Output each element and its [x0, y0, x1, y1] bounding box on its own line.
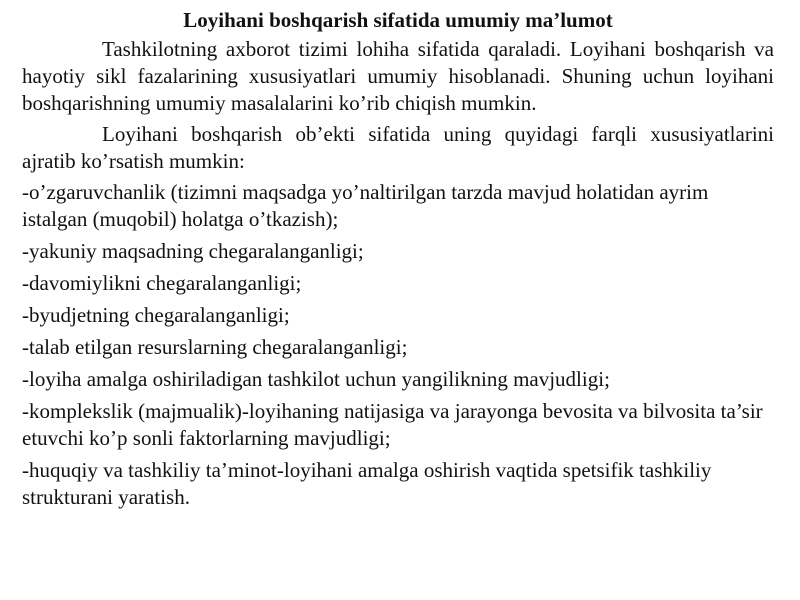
- list-item: -o’zgaruvchanlik (tizimni maqsadga yo’naltirilgan tarzda mavjud holatidan ayrim istalgan (muqobil) holatga o’tkazish);: [22, 180, 709, 231]
- list-item: -yakuniy maqsadning chegaralanganligi;: [22, 239, 364, 263]
- list-item: -komplekslik (majmualik)-loyihaning natijasiga va jarayonga bevosita va bilvosita ta’sir etuvchi ko’p sonli faktorlarning mavjudligi;: [22, 399, 763, 450]
- list-item: -byudjetning chegaralanganligi;: [22, 303, 290, 327]
- list-item: -huquqiy va tashkiliy ta’minot-loyihani amalga oshirish vaqtida spetsifik tashkiliy strukturani yaratish.: [22, 458, 712, 509]
- list-item: -loyiha amalga oshiriladigan tashkilot uchun yangilikning mavjudligi;: [22, 367, 610, 391]
- features-list: [22, 179, 774, 511]
- features-intro-paragraph: Loyihani boshqarish ob’ekti sifatida uning quyidagi farqli xususiyatlarini ajratib ko’rsatish mumkin:: [22, 122, 774, 173]
- list-item: -talab etilgan resurslarning chegaralanganligi;: [22, 335, 408, 359]
- intro-paragraph: Tashkilotning axborot tizimi lohiha sifatida qaraladi. Loyihani boshqarish va hayotiy sikl fazalarining xususiyatlari umumiy hisoblanadi. Shuning uchun loyihani boshqarishning umumiy masalalarini ko’rib chiqish mumkin.: [22, 37, 774, 115]
- document-title: Loyihani boshqarish sifatida umumiy ma’lumot: [183, 8, 613, 32]
- list-item: -davomiylikni chegaralanganligi;: [22, 271, 302, 295]
